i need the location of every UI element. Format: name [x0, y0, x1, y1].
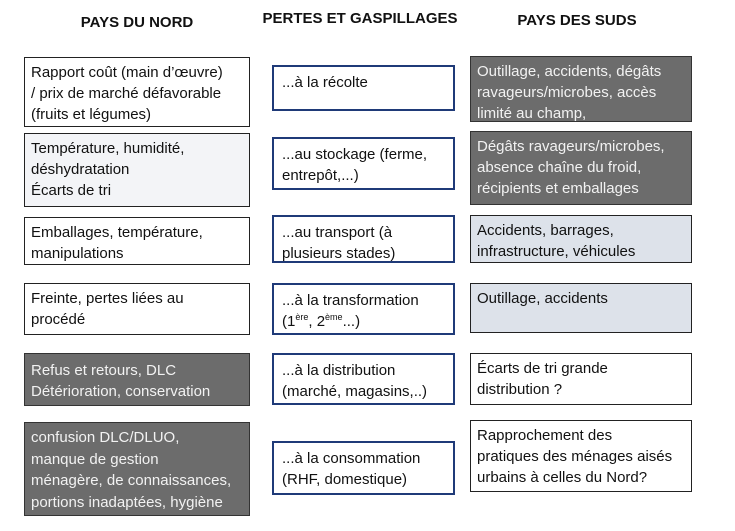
text-line: Détérioration, conservation — [31, 383, 211, 400]
south-box-harvest — [470, 56, 692, 122]
text-line: (fruits et légumes) — [31, 106, 152, 123]
text-line: manipulations — [31, 245, 124, 262]
text-line: Écarts de tri — [31, 182, 112, 199]
south-box-consumption — [470, 420, 692, 492]
text-line: Freinte, pertes liées au — [31, 290, 184, 307]
text-line: ...à la récolte — [282, 74, 368, 91]
south-box-storage — [470, 131, 692, 205]
text-line: procédé — [31, 311, 86, 328]
text-line: Accidents, barrages, — [477, 222, 614, 239]
stage-box-distribution — [272, 353, 455, 405]
text-line: limité au champ, — [477, 105, 587, 122]
header-pertes-et-gaspillages: PERTES ET GASPILLAGES — [262, 10, 458, 27]
text-line: Température, humidité, — [31, 140, 185, 157]
text-line: ...au transport (à — [282, 224, 393, 241]
text-line — [282, 311, 445, 332]
text-line: urbains à celles du Nord? — [477, 469, 648, 486]
south-box-processing — [470, 283, 692, 333]
north-box-transport — [24, 217, 250, 265]
text-line: Dégâts ravageurs/microbes, — [477, 138, 665, 155]
text-line: / prix de marché défavorable — [31, 85, 222, 102]
stage-box-consumption — [272, 441, 455, 495]
text-line: manque de gestion — [31, 450, 159, 468]
south-box-transport — [470, 215, 692, 263]
text-line: ...à la consommation — [282, 450, 421, 467]
text-line: confusion DLC/DLUO, — [31, 429, 180, 446]
text-line: Refus et retours, DLC — [31, 362, 177, 379]
stage-box-storage — [272, 137, 455, 190]
text-line: Rapprochement des — [477, 427, 613, 444]
text-line: portions inadaptées, hygiène — [31, 493, 223, 511]
superscript: ère — [295, 312, 309, 322]
text-line: déshydratation — [31, 161, 130, 178]
text-line: (RHF, domestique) — [282, 471, 408, 488]
header-pays-du-nord: PAYS DU NORD — [80, 14, 194, 31]
text-line: (marché, magasins,..) — [282, 383, 428, 400]
south-box-distribution — [470, 353, 692, 405]
text-part: ...) — [342, 313, 361, 330]
text-line: ...au stockage (ferme, — [282, 146, 428, 163]
text-line: Emballages, température, — [31, 224, 203, 241]
text-line: ravageurs/microbes, accès — [477, 84, 657, 101]
text-line: récipients et emballages — [477, 180, 639, 197]
text-part: , 2 — [308, 313, 326, 330]
text-line: entrepôt,...) — [282, 167, 359, 184]
text-line: absence chaîne du froid, — [477, 159, 642, 176]
north-box-consumption — [24, 422, 250, 516]
north-box-processing — [24, 283, 250, 335]
text-line: distribution ? — [477, 381, 563, 398]
north-box-storage — [24, 133, 250, 207]
text-line: plusieurs stades) — [282, 245, 396, 262]
text-part: (1 — [282, 313, 296, 330]
text-line: Outillage, accidents — [477, 290, 608, 307]
stage-box-processing — [272, 283, 455, 335]
text-line: ...à la transformation — [282, 292, 419, 309]
superscript: ème — [325, 312, 343, 322]
stage-box-transport — [272, 215, 455, 263]
text-line: pratiques des ménages aisés — [477, 448, 673, 465]
text-line: ...à la distribution — [282, 362, 396, 379]
text-line: Outillage, accidents, dégâts — [477, 63, 662, 80]
text-line: Rapport coût (main d’œuvre) — [31, 64, 223, 81]
stage-box-harvest — [272, 65, 455, 111]
text-line: infrastructure, véhicules — [477, 243, 636, 260]
text-line: ménagère, de connaissances, — [31, 472, 232, 489]
header-pays-des-suds: PAYS DES SUDS — [517, 12, 637, 29]
north-box-distribution — [24, 353, 250, 406]
north-box-harvest — [24, 57, 250, 127]
text-line: Écarts de tri grande — [477, 360, 608, 377]
